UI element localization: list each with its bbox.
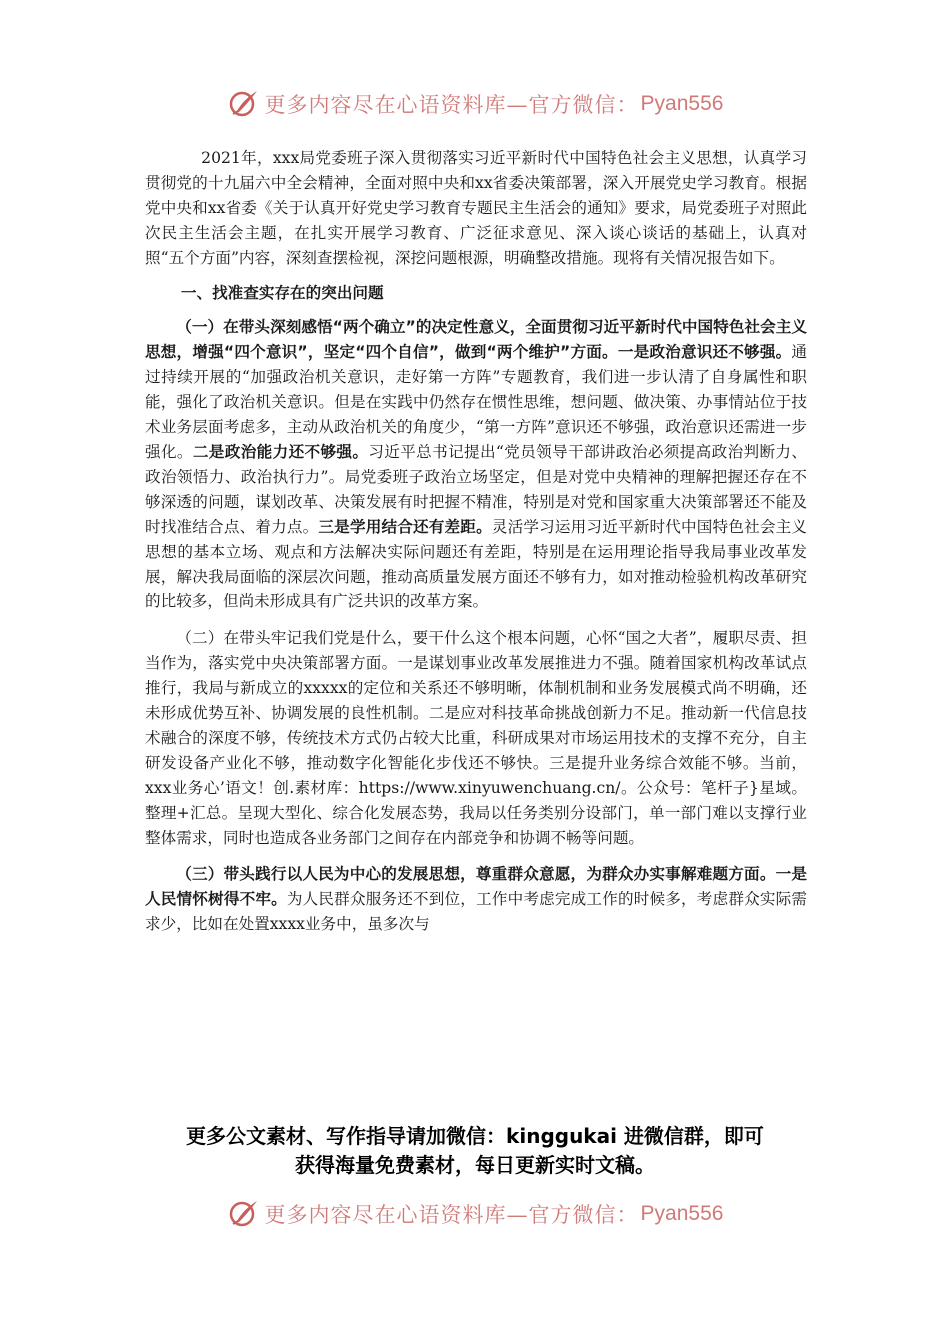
footer-wechat-label: 官方微信： xyxy=(528,1203,639,1227)
banner-wechat-id: Pyan556 xyxy=(640,92,724,115)
item-3-point-1-title: 一是人民情怀树得不牢。 xyxy=(145,865,807,909)
item-1-point-3-title: 三是学用结合还有差距。 xyxy=(318,517,492,536)
item-1-point-1-title: 一是政治意识还不够强。 xyxy=(617,343,792,362)
banner-wechat-label: 官方微信： xyxy=(528,93,639,117)
item-1-point-3-text: 灵活学习运用习近平新时代中国特色社会主义思想的基本立场、观点和方法解决实际问题还有差距，特别是在运用理论指导我局事业改革发展，解决我局面临的深层次问题，推动高质量发展方面还不够有力，如对推动检验机构改革研究的比较多，但尚未形成具有广泛共识的改革方案。 xyxy=(145,517,807,611)
item-2-paragraph: （二）在带头牢记我们党是什么，要干什么这个根本问题，心怀“国之大者”，履职尽责、担当作为，落实党中央决策部署方面。一是谋划事业改革发展推进力不强。随着国家机构改革试点推行，我局与新成立的xxxxx的定位和关系还不够明晰，体制机制和业务发展模式尚不明确，还未形成优势互补、协调发展的良性机制。二是应对科技革命挑战创新力不足。推动新一代信息技术融合的深度不够，传统技术方式仍占较大比重，科研成果对市场运用技术的支撑不充分，自主研发设备产业化不够，推动数字化智能化步伐还不够快。三是提升业务综合效能不够。当前，xxx业务心’语文！创.素材库：https://www.xinyuwenchuang.cn/。公众号：笔杆子}星域。整理+汇总。呈现大型化、综合化发展态势，我局以任务类别分设部门，单一部门难以支撑行业整体需求，同时也造成各业务部门之间存在内部竞争和协调不畅等问题。 xyxy=(145,629,807,847)
item-3-paragraph xyxy=(145,862,807,937)
promo-notice xyxy=(130,1122,820,1180)
quill-ink-logo-icon xyxy=(227,87,261,121)
footer-brand-text: 更多内容尽在心语资料库— xyxy=(264,1203,529,1227)
item-3-heading: （三）带头践行以人民为中心的发展思想，尊重群众意愿，为群众办实事解难题方面。 xyxy=(176,865,776,884)
footer-wechat-id: Pyan556 xyxy=(640,1202,724,1225)
document-body xyxy=(145,146,807,937)
banner-brand-text: 更多内容尽在心语资料库— xyxy=(264,93,529,117)
section-heading-1: 一、找准查实存在的突出问题 xyxy=(180,283,384,302)
item-1-heading: （一）在带头深刻感悟“两个确立”的决定性意义，全面贯彻习近平新时代中国特色社会主义思想，增强“四个意识”，坚定“四个自信”，做到“两个维护”方面。 xyxy=(145,318,807,362)
promo-notice-line-2: 获得海量免费素材，每日更新实时文稿。 xyxy=(295,1153,655,1177)
item-1-point-2-title: 二是政治能力还不够强。 xyxy=(192,442,369,461)
header-watermark-banner xyxy=(0,84,950,124)
item-3-point-1-text: 为人民群众服务还不到位，工作中考虑完成工作的时候多，考虑群众实际需求少，比如在处置xxxx业务中，虽多次与 xyxy=(145,890,807,934)
footer-watermark-banner xyxy=(0,1194,950,1234)
intro-paragraph: 2021年，xxx局党委班子深入贯彻落实习近平新时代中国特色社会主义思想，认真学习贯彻党的十九届六中全会精神，全面对照中央和xx省委决策部署，深入开展党史学习教育。根据党中央和xx省委《关于认真开好党史学习教育专题民主生活会的通知》要求，局党委班子对照此次民主生活会主题，在扎实开展学习教育、广泛征求意见、深入谈心谈话的基础上，认真对照“五个方面”内容，深刻查摆检视，深挖问题根源，明确整改措施。现将有关情况报告如下。 xyxy=(145,149,807,267)
quill-ink-logo-icon xyxy=(227,1197,261,1231)
item-1-point-1-text: 通过持续开展的“加强政治机关意识，走好第一方阵”专题教育，我们进一步认清了自身属性和职能，强化了政治机关意识。但是在实践中仍然存在惯性思维，想问题、做决策、办事情站位于技术业务层面考虑多，主动从政治机关的角度少，“第一方阵”意识还不够强，政治意识还需进一步强化。 xyxy=(145,343,807,461)
promo-notice-line-1: 更多公文素材、写作指导请加微信：kinggukai 进微信群，即可 xyxy=(186,1124,764,1148)
item-1-paragraph xyxy=(145,315,807,614)
item-1-point-2-text: 习近平总书记提出“党员领导干部讲政治必须提高政治判断力、政治领悟力、政治执行力”。局党委班子政治立场坚定，但是对党中央精神的理解把握还存在不够深透的问题，谋划改革、决策发展有时把握不精准，特别是对党和国家重大决策部署还不能及时找准结合点、着力点。 xyxy=(145,442,807,536)
